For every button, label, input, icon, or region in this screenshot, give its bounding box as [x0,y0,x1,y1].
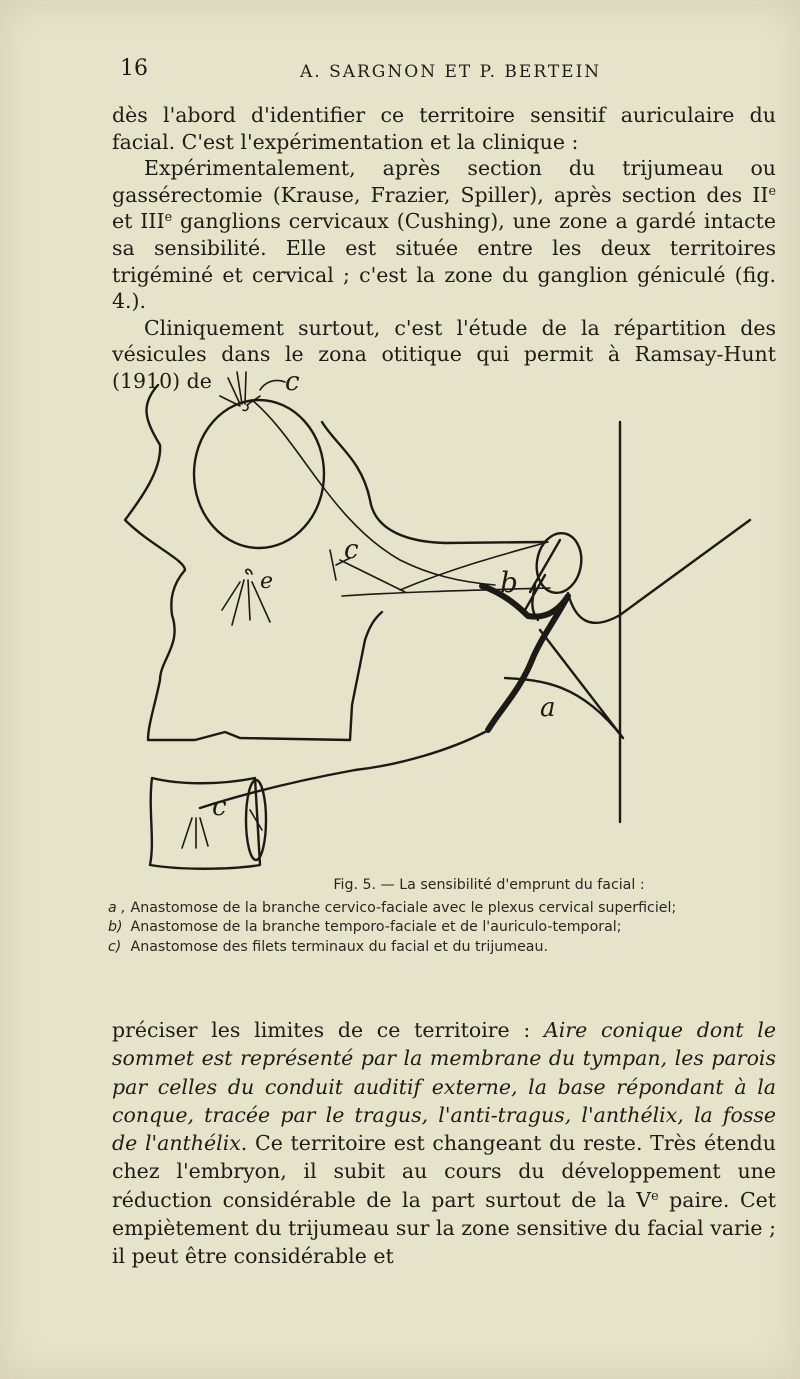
paragraph-text: Cliniquement surtout, c'est l'étude de la répartition des vésicules dans le zona otitique qui permit à Ramsay-Hunt (1910) de [112,315,776,393]
inset-box [150,778,260,869]
caption-letter: a , [108,899,126,916]
caption-text: Anastomose de la branche temporo-faciale et de l'auriculo-temporal; [130,919,622,935]
paragraph-continuation [112,102,776,155]
superscript: e [768,182,776,198]
body-text-bottom [112,1016,776,1271]
paragraph-text: paire. Cet empiètement du trijumeau sur la zone sensitive du facial varie ; il peut être considérable et [112,1187,776,1269]
caption-item-b [108,918,780,938]
label-e: e [260,569,274,594]
caption-text: Anastomose des filets terminaux du facial et du trijumeau. [130,938,549,955]
page-header [0,56,800,86]
paragraph-text: Ce territoire est changeant du reste. Très étendu chez l'embryon, il subit au cours du développement une réduction considérable de la part surtout de la V [112,1131,776,1212]
right-extension [568,520,750,623]
caption-text: Anastomose de la branche cervico-faciale avec le plexus cervical superficiel; [130,899,677,916]
label-c-top: c [285,367,300,397]
label-b: b [500,566,518,599]
c-top-mark [260,380,285,390]
body-text-top [112,102,776,395]
cross-line-1 [342,588,550,596]
caption-letter: c) [108,938,122,955]
paragraph-text: Expérimentalement, après section du trijumeau ou gassérectomie (Krause, Frazier, Spiller), après section des II [112,156,776,207]
label-c-mid: c [344,535,359,565]
figure-caption [108,876,780,957]
caption-item-a [108,899,780,919]
superscript: e [164,209,173,225]
running-head: A. SARGNON ET P. BERTEIN [300,62,602,82]
hair-strands [220,372,260,411]
figure-5-drawing [100,360,780,885]
paragraph-text: et III [112,209,165,234]
paragraph-experimental [112,155,776,315]
superscript: e [651,1187,659,1203]
paragraph-text: préciser les limites de ce territoire : [112,1018,544,1042]
caption-title: Fig. 5. — La sensibilité d'emprunt du facial : [333,877,645,893]
italic-definition: Aire conique dont le sommet est représenté par la membrane du tympan, les parois par celles du conduit auditif externe, la base répondant à la conque, tracée par le tragus, l'anti-tragus, l'anthélix, la fosse de l'anthélix. [112,1018,776,1156]
caption-letter: b) [108,919,123,935]
label-c-bottom: c [212,792,227,822]
nerve-branch [200,732,485,808]
nerve-upper [252,400,495,585]
caption-item-c [108,938,780,958]
anatomical-sketch [100,360,780,885]
label-a: a [540,693,556,723]
eye-circle [194,400,324,548]
paragraph-text: dès l'abord d'identifier ce territoire sensitif auriculaire du facial. C'est l'expérimentation et la clinique : [112,103,776,154]
page-number: 16 [120,56,148,81]
paragraph-limits [112,1016,776,1271]
paragraph-text: ganglions cervicaux (Cushing), une zone a gardé intacte sa sensibilité. Elle est située entre les deux territoires trigéminé et cervical ; c'est la zone du ganglion géniculé (fig. 4.). [112,209,776,314]
